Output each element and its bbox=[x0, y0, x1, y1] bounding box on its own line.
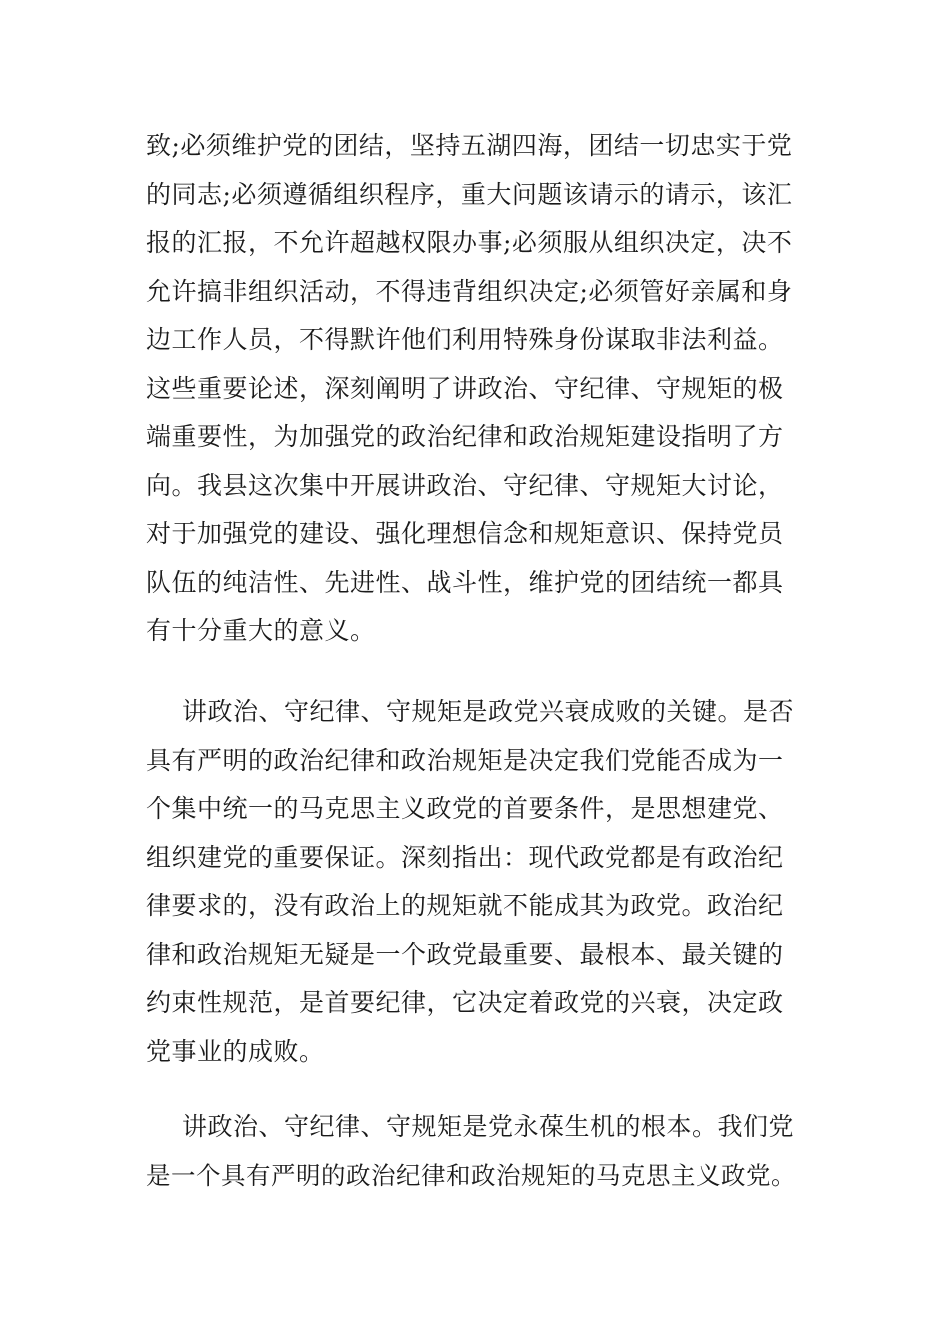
paragraph-3 bbox=[146, 1103, 806, 1200]
text-line: 个集中统一的马克思主义政党的首要条件，是思想建党、 bbox=[146, 794, 784, 823]
text-line: 这些重要论述，深刻阐明了讲政治、守纪律、守规矩的极 bbox=[146, 373, 784, 403]
text-line: 党事业的成败。 bbox=[146, 1036, 325, 1066]
text-line: 边工作人员，不得默许他们利用特殊身份谋取非法利益。 bbox=[146, 325, 784, 354]
paragraph-1 bbox=[146, 122, 806, 656]
text-line: 允许搞非组织活动，不得违背组织决定;必须管好亲属和身 bbox=[146, 276, 793, 306]
text-line: 致;必须维护党的团结，坚持五湖四海，团结一切忠实于党 bbox=[146, 131, 793, 160]
text-line-indented: 讲政治、守纪律、守规矩是政党兴衰成败的关键。是否 bbox=[182, 697, 795, 726]
text-line: 具有严明的政治纪律和政治规矩是决定我们党能否成为一 bbox=[146, 745, 784, 775]
text-line: 约束性规范，是首要纪律，它决定着政党的兴衰，决定政 bbox=[146, 988, 784, 1017]
text-line-indented: 讲政治、守纪律、守规矩是党永葆生机的根本。我们党 bbox=[182, 1112, 795, 1141]
text-line: 向。我县这次集中开展讲政治、守纪律、守规矩大讨论， bbox=[146, 470, 784, 500]
text-line: 的同志;必须遵循组织程序，重大问题该请示的请示，该汇 bbox=[146, 179, 793, 209]
text-line: 队伍的纯洁性、先进性、战斗性，维护党的团结统一都具 bbox=[146, 567, 784, 597]
paragraph-2 bbox=[146, 688, 806, 1076]
text-line: 律要求的，没有政治上的规矩就不能成其为政党。政治纪 bbox=[146, 891, 784, 920]
text-line: 对于加强党的建设、强化理想信念和规矩意识、保持党员 bbox=[146, 519, 784, 548]
text-line: 是一个具有严明的政治纪律和政治规矩的马克思主义政党。 bbox=[146, 1160, 796, 1190]
text-line: 律和政治规矩无疑是一个政党最重要、最根本、最关键的 bbox=[146, 939, 784, 969]
text-line: 报的汇报，不允许超越权限办事;必须服从组织决定，决不 bbox=[146, 228, 793, 257]
text-line: 端重要性，为加强党的政治纪律和政治规矩建设指明了方 bbox=[146, 422, 784, 451]
text-line: 有十分重大的意义。 bbox=[146, 616, 376, 645]
text-line: 组织建党的重要保证。深刻指出：现代政党都是有政治纪 bbox=[146, 842, 784, 872]
